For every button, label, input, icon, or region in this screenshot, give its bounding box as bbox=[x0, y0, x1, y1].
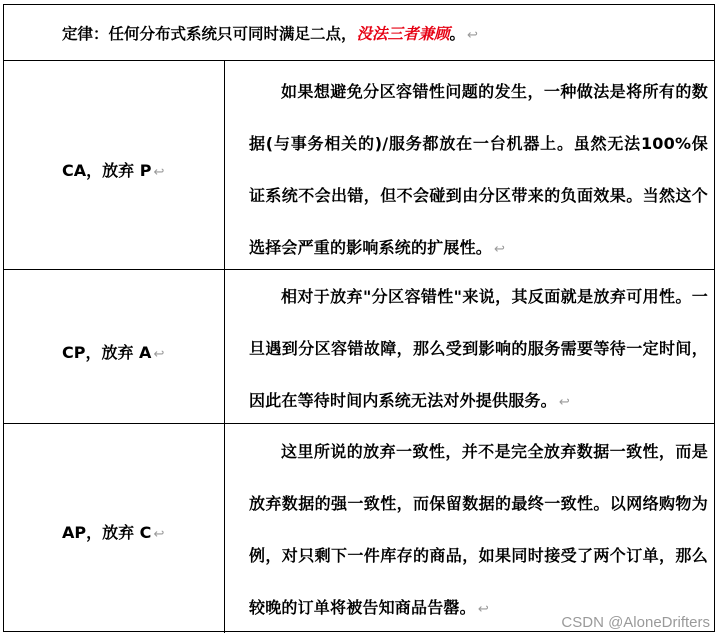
row-description-text: 这里所说的放弃一致性，并不是完全放弃数据一致性，而是放弃数据的强一致性，而保留数据的最终一致性。以网络购物为例，对只剩下一件库存的商品，如果同时接受了两个订单，那么较晚的订单将被告知商品告罄。 bbox=[249, 442, 708, 617]
description-cell bbox=[225, 61, 714, 269]
theorem-emphasis: 没法三者兼顾 bbox=[356, 25, 450, 43]
row-description-ap bbox=[249, 426, 708, 636]
table-row bbox=[4, 60, 714, 269]
table-row bbox=[4, 269, 714, 423]
label-cell bbox=[4, 270, 225, 423]
description-cell bbox=[225, 270, 714, 423]
row-label-cp bbox=[62, 340, 164, 363]
theorem-suffix: 。 bbox=[449, 25, 466, 43]
theorem-prefix: 定律：任何分布式系统只可同时满足二点， bbox=[62, 25, 357, 43]
row-description-ca bbox=[249, 66, 708, 276]
row-label-ca bbox=[62, 158, 164, 181]
paragraph-mark-icon: ↩ bbox=[153, 527, 165, 542]
paragraph-mark-icon: ↩ bbox=[558, 395, 570, 410]
cap-table bbox=[3, 4, 715, 632]
label-cell bbox=[4, 424, 225, 633]
row-label-text: CP，放弃 A bbox=[62, 343, 152, 362]
row-description-text: 如果想避免分区容错性问题的发生，一种做法是将所有的数据(与事务相关的)/服务都放在一台机器上。虽然无法100%保证系统不会出错，但不会碰到由分区带来的负面效果。当然这个选择会严重的影响系统的扩展性。 bbox=[249, 82, 708, 257]
paragraph-mark-icon: ↩ bbox=[467, 28, 478, 43]
paragraph-mark-icon: ↩ bbox=[153, 347, 165, 362]
theorem-statement bbox=[62, 22, 478, 44]
row-label-text: CA，放弃 P bbox=[62, 161, 152, 180]
table-row bbox=[4, 423, 714, 633]
description-cell bbox=[225, 424, 714, 633]
paragraph-mark-icon: ↩ bbox=[477, 602, 489, 617]
row-description-text: 相对于放弃"分区容错性"来说，其反面就是放弃可用性。一旦遇到分区容错故障，那么受到影响的服务需要等待一定时间，因此在等待时间内系统无法对外提供服务。 bbox=[249, 287, 708, 410]
paragraph-mark-icon: ↩ bbox=[153, 165, 165, 180]
label-cell bbox=[4, 61, 225, 269]
paragraph-mark-icon: ↩ bbox=[494, 242, 506, 257]
row-description-cp bbox=[249, 271, 708, 429]
row-label-ap bbox=[62, 520, 164, 543]
row-label-text: AP，放弃 C bbox=[62, 523, 152, 542]
watermark: CSDN @AloneDrifters bbox=[561, 614, 710, 631]
title-row bbox=[4, 5, 714, 60]
